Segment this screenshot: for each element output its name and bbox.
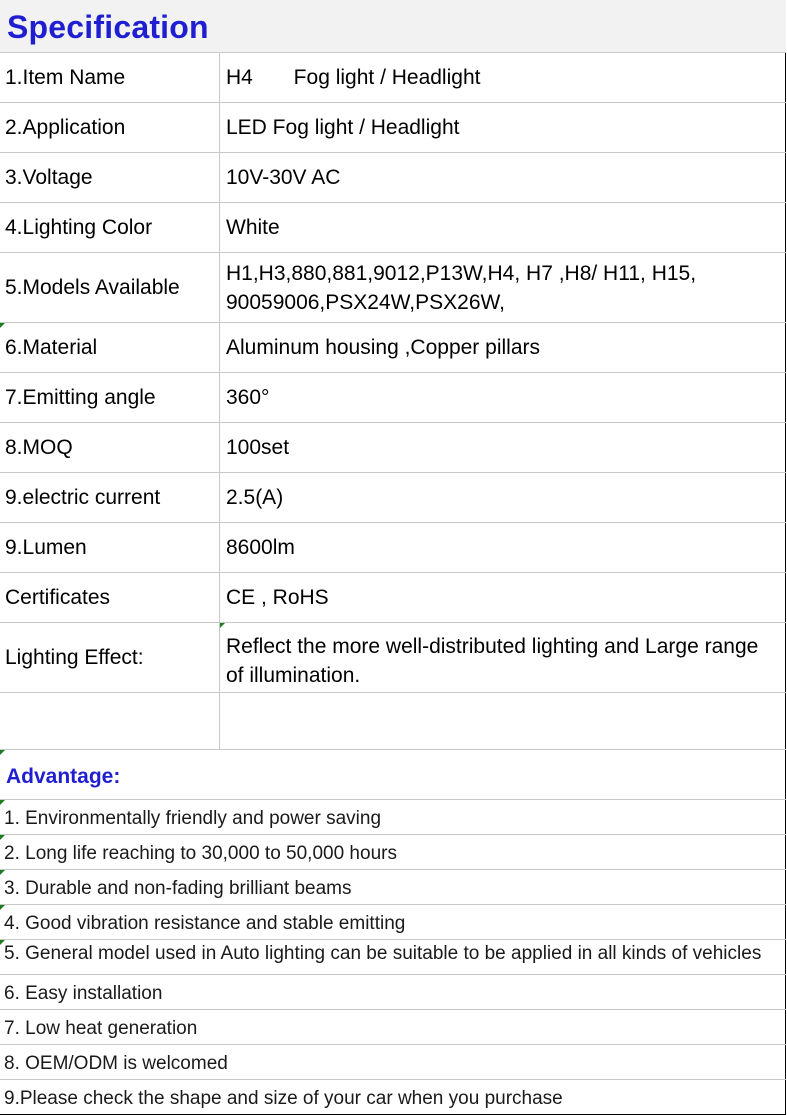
- spec-row: [0, 573, 786, 623]
- comment-marker-icon: [0, 870, 5, 875]
- spec-row: [0, 323, 786, 373]
- spec-label: 2.Application: [0, 103, 220, 152]
- comment-marker-icon: [0, 835, 5, 840]
- advantage-item: [0, 1080, 786, 1115]
- spec-row: [0, 153, 786, 203]
- advantage-item: [0, 870, 786, 905]
- spec-label: 7.Emitting angle: [0, 373, 220, 422]
- spec-value: Reflect the more well-distributed lighting and Large range of illumination.: [226, 635, 765, 687]
- spec-row: [0, 373, 786, 423]
- spec-row: [0, 523, 786, 573]
- spec-row: [0, 473, 786, 523]
- comment-marker-icon: [0, 905, 5, 910]
- comment-marker-icon: [0, 750, 5, 755]
- spec-value: 8600lm: [226, 536, 295, 559]
- title-row: [0, 0, 786, 53]
- advantage-text: 3. Durable and non-fading brilliant beams: [4, 878, 352, 899]
- spec-row: [0, 423, 786, 473]
- spec-value: [220, 693, 786, 749]
- advantage-item: [0, 800, 786, 835]
- advantage-item: [0, 835, 786, 870]
- spec-value: 100set: [226, 436, 290, 459]
- spec-label: 1.Item Name: [0, 53, 220, 102]
- spec-value: White: [226, 216, 280, 239]
- spec-label: 8.MOQ: [0, 423, 220, 472]
- spec-row: [0, 103, 786, 153]
- spec-value: 10V-30V AC: [226, 166, 341, 189]
- advantage-item: [0, 1045, 786, 1080]
- spec-value: 360°: [226, 386, 270, 409]
- spec-label: 9.Lumen: [0, 523, 220, 572]
- page-title: Specification: [7, 9, 209, 45]
- spec-row-empty: [0, 693, 786, 750]
- spec-label: 5.Models Available: [0, 253, 220, 322]
- spec-label: Certificates: [0, 573, 220, 622]
- spec-row: [0, 623, 786, 693]
- advantage-text: 8. OEM/ODM is welcomed: [4, 1053, 228, 1074]
- spec-label: 4.Lighting Color: [0, 203, 220, 252]
- spec-label: 3.Voltage: [0, 153, 220, 202]
- spec-value: H1,H3,880,881,9012,P13W,H4, H7 ,H8/ H11, H15, 90059006,PSX24W,PSX26W,: [226, 261, 702, 314]
- spec-row: [0, 53, 786, 103]
- advantage-item: [0, 1010, 786, 1045]
- advantage-text: 2. Long life reaching to 30,000 to 50,000 hours: [4, 843, 397, 864]
- advantage-text: 4. Good vibration resistance and stable emitting: [4, 913, 406, 934]
- advantage-text: 6. Easy installation: [4, 983, 163, 1004]
- spec-value: LED Fog light / Headlight: [226, 116, 460, 139]
- spec-label: 6.Material: [0, 323, 220, 372]
- advantage-item: [0, 975, 786, 1010]
- advantage-text: 7. Low heat generation: [4, 1018, 198, 1039]
- spec-row: [0, 203, 786, 253]
- advantage-header-row: [0, 750, 786, 800]
- spec-label: Lighting Effect:: [0, 623, 220, 692]
- spec-value: CE , RoHS: [226, 586, 329, 609]
- comment-marker-icon: [0, 800, 5, 805]
- advantage-item: [0, 940, 786, 975]
- advantage-text: 5. General model used in Auto lighting can be suitable to be applied in all kinds of vehicles: [4, 943, 762, 964]
- advantage-item: [0, 905, 786, 940]
- spec-value: 2.5(A): [226, 486, 284, 509]
- spec-label: 9.electric current: [0, 473, 220, 522]
- advantage-text: 9.Please check the shape and size of your car when you purchase: [4, 1088, 563, 1109]
- spec-label: [0, 693, 220, 749]
- spec-row: [0, 253, 786, 323]
- advantage-heading: Advantage:: [6, 765, 121, 788]
- advantage-text: 1. Environmentally friendly and power saving: [4, 808, 382, 829]
- spec-value: Aluminum housing ,Copper pillars: [226, 336, 540, 359]
- spec-value: H4 Fog light / Headlight: [226, 66, 481, 89]
